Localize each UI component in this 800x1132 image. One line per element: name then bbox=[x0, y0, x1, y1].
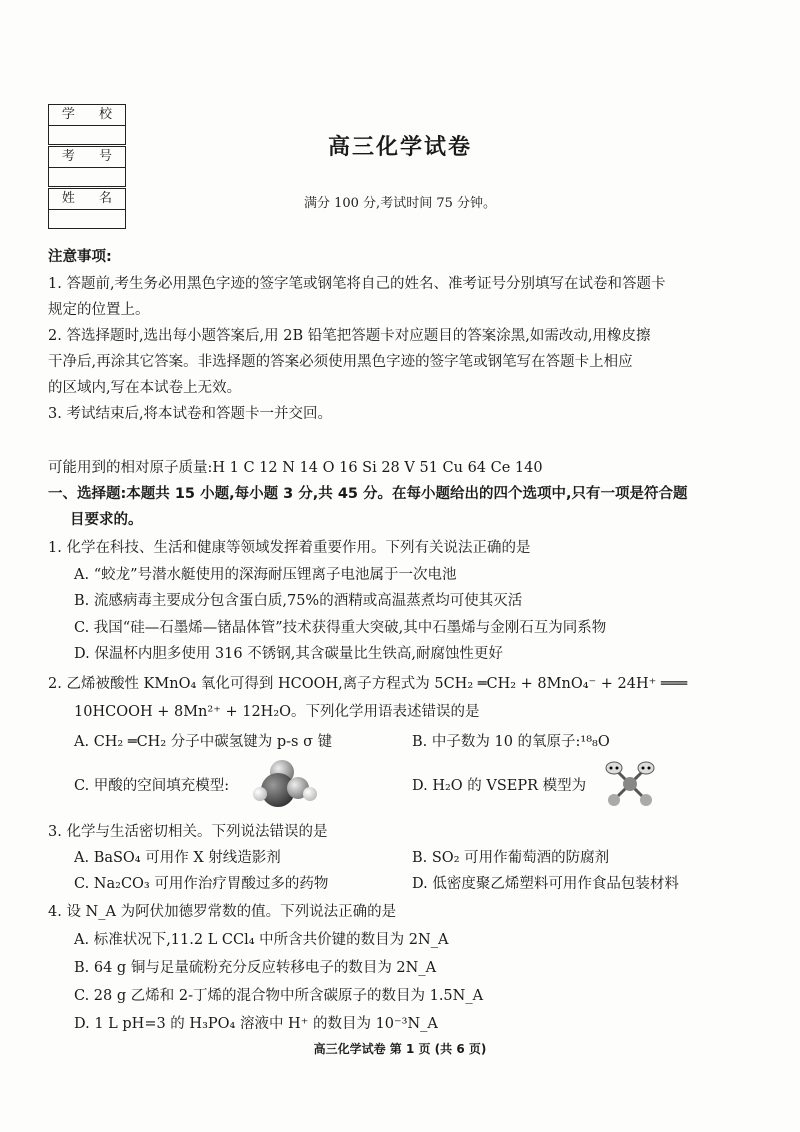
q1-option-a: A. “蛟龙”号潜水艇使用的深海耐压锂离子电池属于一次电池 bbox=[74, 567, 457, 583]
q2-option-b: B. 中子数为 10 的氧原子:¹⁸₈O bbox=[412, 734, 610, 750]
q2-option-d: D. H₂O 的 VSEPR 模型为 bbox=[412, 778, 587, 794]
q1-option-d: D. 保温杯内胆多使用 316 不锈钢,其含碳量比生铁高,耐腐蚀性更好 bbox=[74, 646, 503, 662]
h2o-vsepr-model-image bbox=[604, 760, 656, 808]
exam-number-blank bbox=[49, 168, 125, 186]
q3-stem: 3. 化学与生活密切相关。下列说法错误的是 bbox=[48, 824, 328, 840]
school-label: 学 校 bbox=[49, 105, 125, 126]
page-title: 高三化学试卷 bbox=[327, 135, 472, 160]
q3-option-c: C. Na₂CO₃ 可用作治疗胃酸过多的药物 bbox=[74, 876, 329, 892]
page-footer: 高三化学试卷 第 1 页 (共 6 页) bbox=[313, 1042, 487, 1056]
formic-acid-model-image bbox=[252, 758, 322, 810]
q4-option-d: D. 1 L pH=3 的 H₃PO₄ 溶液中 H⁺ 的数目为 10⁻³N_A bbox=[74, 1016, 438, 1032]
atomic-masses: 可能用到的相对原子质量:H 1 C 12 N 14 O 16 Si 28 V 51 Cu 64 Ce 140 bbox=[48, 460, 543, 476]
q4-option-a: A. 标准状况下,11.2 L CCl₄ 中所含共价键的数目为 2N_A bbox=[74, 932, 449, 948]
section-heading: 一、选择题:本题共 15 小题,每小题 3 分,共 45 分。在每小题给出的四个选项中,只有一项是符合题 bbox=[48, 486, 688, 502]
notes-line: 的区域内,写在本试卷上无效。 bbox=[48, 380, 242, 396]
section-heading-cont: 目要求的。 bbox=[70, 512, 143, 528]
q1-option-c: C. 我国“硅—石墨烯—锗晶体管”技术获得重大突破,其中石墨烯与金刚石互为同系物 bbox=[74, 620, 607, 636]
q1-stem: 1. 化学在科技、生活和健康等领域发挥着重要作用。下列有关说法正确的是 bbox=[48, 540, 531, 556]
q4-stem: 4. 设 N_A 为阿伏加德罗常数的值。下列说法正确的是 bbox=[48, 904, 397, 920]
q3-option-b: B. SO₂ 可用作葡萄酒的防腐剂 bbox=[412, 850, 610, 866]
notes-line: 干净后,再涂其它答案。非选择题的答案必须使用黑色字迹的签字笔或钢笔写在答题卡上相应 bbox=[48, 354, 633, 370]
q1-option-b: B. 流感病毒主要成分包含蛋白质,75%的酒精或高温蒸煮均可使其灭活 bbox=[74, 593, 523, 609]
q4-option-c: C. 28 g 乙烯和 2-丁烯的混合物中所含碳原子的数目为 1.5N_A bbox=[74, 988, 484, 1004]
name-blank bbox=[49, 210, 125, 228]
exam-number-label: 考 号 bbox=[49, 147, 125, 168]
q2-stem: 2. 乙烯被酸性 KMnO₄ 氧化可得到 HCOOH,离子方程式为 5CH₂ ═CH₂ + 8MnO₄⁻ + 24H⁺ ═══ bbox=[48, 676, 688, 692]
notes-line: 2. 答选择题时,选出每小题答案后,用 2B 铅笔把答题卡对应题目的答案涂黑,如需改动,用橡皮擦 bbox=[48, 328, 651, 344]
notes-line: 规定的位置上。 bbox=[48, 302, 150, 318]
q2-option-a: A. CH₂ ═CH₂ 分子中碳氢键为 p-s σ 键 bbox=[74, 734, 333, 750]
name-label: 姓 名 bbox=[49, 189, 125, 210]
q2-stem-cont: 10HCOOH + 8Mn²⁺ + 12H₂O。下列化学用语表述错误的是 bbox=[74, 704, 480, 720]
notes-heading: 注意事项: bbox=[48, 249, 112, 265]
q2-option-c: C. 甲酸的空间填充模型: bbox=[74, 778, 230, 794]
notes-line: 1. 答题前,考生务必用黑色字迹的签字笔或钢笔将自己的姓名、准考证号分别填写在试卷和答题卡 bbox=[48, 276, 666, 292]
exam-subtitle: 满分 100 分,考试时间 75 分钟。 bbox=[303, 196, 497, 211]
q4-option-b: B. 64 g 铜与足量硫粉充分反应转移电子的数目为 2N_A bbox=[74, 960, 437, 976]
q3-option-a: A. BaSO₄ 可用作 X 射线造影剂 bbox=[74, 850, 281, 866]
notes-line: 3. 考试结束后,将本试卷和答题卡一并交回。 bbox=[48, 406, 333, 422]
q3-option-d: D. 低密度聚乙烯塑料可用作食品包装材料 bbox=[412, 876, 679, 892]
